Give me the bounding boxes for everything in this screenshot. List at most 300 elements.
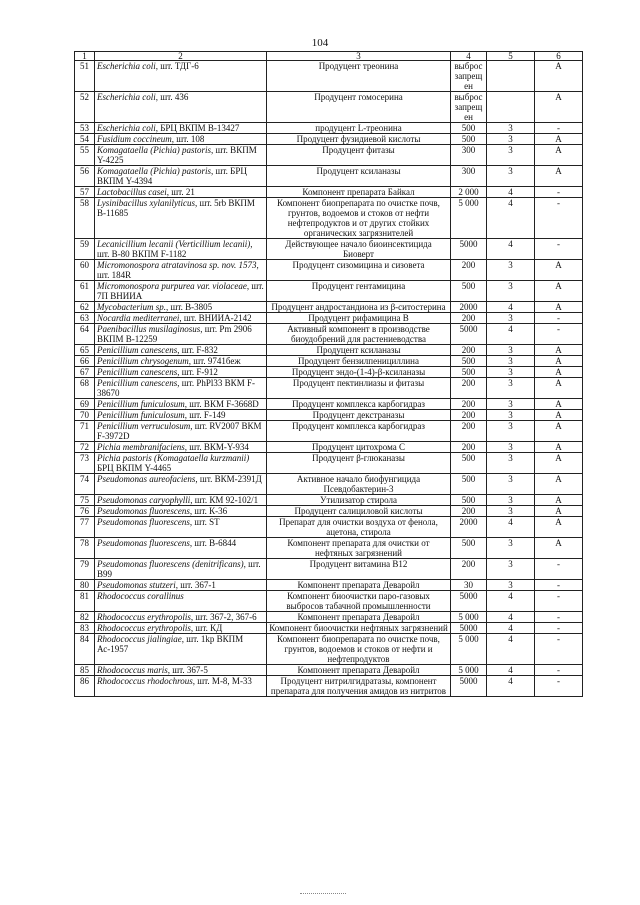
table-row (75, 302, 583, 313)
mark-cell: - (535, 634, 583, 665)
strain-name-cell (95, 495, 267, 506)
quantity-cell: 5 000 (451, 665, 487, 676)
table-row (75, 123, 583, 134)
strain-designation: , шт. RV2007 ВКМ F-3972D (97, 421, 262, 441)
row-number: 56 (75, 166, 95, 187)
table-row (75, 356, 583, 367)
strain-designation: , шт. В-3805 (165, 302, 213, 312)
row-number: 57 (75, 187, 95, 198)
strain-designation: , шт. 7П ВНИИА (97, 281, 264, 301)
category-cell: 3 (487, 495, 535, 506)
category-cell: 4 (487, 591, 535, 612)
table-row (75, 634, 583, 665)
row-number: 79 (75, 559, 95, 580)
strain-designation: , шт. ВКМ-2391Д (195, 474, 262, 484)
species-name: Komagataella (Pichia) pastoris (97, 145, 211, 155)
quantity-cell: 5 000 (451, 612, 487, 623)
species-name: Micromonospora atratavinosa sp. nov. 1573 (97, 260, 257, 270)
strain-designation: , шт. В99 (97, 559, 261, 579)
table-row (75, 166, 583, 187)
table-row (75, 145, 583, 166)
row-number: 66 (75, 356, 95, 367)
mark-cell: - (535, 187, 583, 198)
quantity-cell: 300 (451, 145, 487, 166)
species-name: Pseudomonas fluorescens (denitrificans) (97, 559, 244, 569)
application-cell: Компонент препарата Деваройл (267, 612, 451, 623)
quantity-cell: 5000 (451, 623, 487, 634)
mark-cell: А (535, 538, 583, 559)
species-name: Pseudomonas fluorescens (97, 506, 190, 516)
strain-designation: , шт. 367-5 (167, 665, 208, 675)
category-cell: 3 (487, 442, 535, 453)
species-name: Penicillium verruculosum (97, 421, 191, 431)
category-cell: 4 (487, 665, 535, 676)
table-row (75, 239, 583, 260)
col-header-5: 5 (487, 52, 535, 61)
category-cell: 3 (487, 506, 535, 517)
strain-table (74, 51, 583, 697)
col-header-4: 4 (451, 52, 487, 61)
category-cell: 3 (487, 260, 535, 281)
category-cell: 3 (487, 410, 535, 421)
mark-cell: - (535, 123, 583, 134)
category-cell: 3 (487, 378, 535, 399)
row-number: 60 (75, 260, 95, 281)
species-name: Penicillium canescens (97, 378, 178, 388)
mark-cell: - (535, 324, 583, 345)
row-number: 63 (75, 313, 95, 324)
species-name: Paenibacillus musilaginosus (97, 324, 201, 334)
application-cell: Компонент препарата Байкал (267, 187, 451, 198)
table-row (75, 134, 583, 145)
strain-designation: , шт. 184R (97, 260, 259, 280)
species-name: Fusidium coccineum (97, 134, 172, 144)
quantity-cell: 500 (451, 134, 487, 145)
category-cell: 3 (487, 538, 535, 559)
mark-cell: А (535, 410, 583, 421)
quantity-cell: 500 (451, 367, 487, 378)
strain-designation: , шт. В-80 ВКПМ F-1182 (97, 239, 253, 259)
row-number: 62 (75, 302, 95, 313)
table-row (75, 187, 583, 198)
row-number: 76 (75, 506, 95, 517)
category-cell: 3 (487, 453, 535, 474)
quantity-cell: 500 (451, 356, 487, 367)
application-cell: Продуцент комплекса карбогидраз (267, 399, 451, 410)
application-cell: Продуцент ксиланазы (267, 345, 451, 356)
species-name: Rhodococcus erythropolis (97, 612, 191, 622)
quantity-cell: 2000 (451, 302, 487, 313)
quantity-cell: 30 (451, 580, 487, 591)
strain-name-cell (95, 260, 267, 281)
mark-cell: - (535, 559, 583, 580)
species-name: Pichia membranifaciens (97, 442, 185, 452)
mark-cell: - (535, 591, 583, 612)
strain-name-cell (95, 345, 267, 356)
strain-name-cell (95, 92, 267, 123)
quantity-cell: 2000 (451, 517, 487, 538)
table-row (75, 474, 583, 495)
category-cell: 3 (487, 281, 535, 302)
strain-designation: , шт. ST (189, 517, 220, 527)
species-name: Micromonospora purpurea var. violaceae (97, 281, 247, 291)
species-name: Escherichia coli (97, 61, 156, 71)
row-number: 68 (75, 378, 95, 399)
application-cell: Продуцент комплекса карбогидраз (267, 421, 451, 442)
bottom-rule (300, 893, 346, 894)
application-cell: Продуцент эндо-(1-4)-β-ксиланазы (267, 367, 451, 378)
species-name: Pseudomonas fluorescens (97, 538, 190, 548)
mark-cell: - (535, 198, 583, 239)
table-row (75, 313, 583, 324)
quantity-cell: 200 (451, 313, 487, 324)
quantity-cell: 500 (451, 123, 487, 134)
application-cell: Продуцент рифамицина В (267, 313, 451, 324)
mark-cell: - (535, 313, 583, 324)
application-cell: Продуцент гомосерина (267, 92, 451, 123)
strain-designation: , шт. F-149 (184, 410, 226, 420)
row-number: 55 (75, 145, 95, 166)
strain-designation: , БРЦ ВКПМ В-13427 (155, 123, 240, 133)
strain-designation: , шт. 1kp ВКПМ Ас-1957 (97, 634, 244, 654)
row-number: 84 (75, 634, 95, 665)
strain-name-cell (95, 324, 267, 345)
strain-designation: , шт. 367-2, 367-6 (190, 612, 257, 622)
table-row (75, 591, 583, 612)
strain-name-cell (95, 399, 267, 410)
category-cell: 3 (487, 123, 535, 134)
row-number: 85 (75, 665, 95, 676)
quantity-cell: 200 (451, 378, 487, 399)
row-number: 59 (75, 239, 95, 260)
row-number: 81 (75, 591, 95, 612)
species-name: Penicillium chrysogenum (97, 356, 189, 366)
category-cell: 3 (487, 345, 535, 356)
mark-cell: - (535, 612, 583, 623)
category-cell: 4 (487, 324, 535, 345)
table-row (75, 559, 583, 580)
species-name: Lysinibacillus xylanilyticus (97, 198, 195, 208)
row-number: 70 (75, 410, 95, 421)
quantity-cell: 200 (451, 345, 487, 356)
application-cell: Активный компонент в производстве биоудобрений для растениеводства (267, 324, 451, 345)
category-cell: 3 (487, 399, 535, 410)
species-name: Penicillium canescens (97, 345, 178, 355)
table-row (75, 665, 583, 676)
strain-name-cell (95, 367, 267, 378)
strain-designation: , шт. 436 (155, 92, 189, 102)
quantity-cell: 200 (451, 442, 487, 453)
strain-name-cell (95, 474, 267, 495)
species-name: Escherichia coli (97, 123, 156, 133)
application-cell: Компонент биопрепарата по очистке почв, грунтов, водоемов и стоков от нефти и нефтепродуктов (267, 634, 451, 665)
species-name: Pichia pastoris (Komagataella kurzmanii) (97, 453, 250, 463)
strain-name-cell (95, 61, 267, 92)
strain-designation: , шт. 9741беж (188, 356, 241, 366)
category-cell: 4 (487, 187, 535, 198)
application-cell: Продуцент андростандиона из β-ситостерина (267, 302, 451, 313)
category-cell: 3 (487, 580, 535, 591)
application-cell: Продуцент фитазы (267, 145, 451, 166)
quantity-cell: выброс запрещ ен (451, 92, 487, 123)
table-row (75, 399, 583, 410)
species-name: Mycobacterium sp. (97, 302, 166, 312)
strain-name-cell (95, 302, 267, 313)
strain-designation: , шт. F-832 (177, 345, 218, 355)
application-cell: Продуцент пектинлиазы и фитазы (267, 378, 451, 399)
application-cell: Продуцент треонина (267, 61, 451, 92)
quantity-cell: 500 (451, 453, 487, 474)
table-row (75, 580, 583, 591)
species-name: Rhodococcus rhodochrous (97, 676, 193, 686)
row-number: 52 (75, 92, 95, 123)
category-cell: 4 (487, 239, 535, 260)
mark-cell: А (535, 421, 583, 442)
quantity-cell: 200 (451, 260, 487, 281)
strain-name-cell (95, 134, 267, 145)
row-number: 74 (75, 474, 95, 495)
strain-name-cell (95, 517, 267, 538)
strain-designation: , шт. 5rb ВКПМ В-11685 (97, 198, 255, 218)
col-header-1: 1 (75, 52, 95, 61)
strain-designation: , шт. ВКПМ Y-4225 (97, 145, 257, 165)
category-cell (487, 92, 535, 123)
application-cell: продуцент L-треонина (267, 123, 451, 134)
category-cell: 4 (487, 676, 535, 697)
table-row (75, 260, 583, 281)
category-cell: 4 (487, 623, 535, 634)
species-name: Lactobacillus casei (97, 187, 167, 197)
application-cell: Утилизатор стирола (267, 495, 451, 506)
mark-cell: - (535, 580, 583, 591)
table-row (75, 538, 583, 559)
mark-cell: А (535, 474, 583, 495)
application-cell: Продуцент гентамицина (267, 281, 451, 302)
mark-cell: А (535, 442, 583, 453)
strain-designation: , шт. КМ 92-102/1 (190, 495, 259, 505)
strain-name-cell (95, 421, 267, 442)
strain-name-cell (95, 356, 267, 367)
category-cell: 3 (487, 356, 535, 367)
quantity-cell: 200 (451, 421, 487, 442)
table-row (75, 421, 583, 442)
quantity-cell: 5000 (451, 591, 487, 612)
mark-cell: А (535, 506, 583, 517)
strain-designation: , шт. ВНИИА-2142 (179, 313, 252, 323)
row-number: 86 (75, 676, 95, 697)
table-row (75, 345, 583, 356)
mark-cell: А (535, 378, 583, 399)
strain-name-cell (95, 410, 267, 421)
row-number: 64 (75, 324, 95, 345)
species-name: Rhodococcus erythropolis (97, 623, 191, 633)
strain-name-cell (95, 313, 267, 324)
table-row (75, 676, 583, 697)
header-row (75, 52, 583, 61)
table-row (75, 198, 583, 239)
mark-cell: А (535, 166, 583, 187)
category-cell: 3 (487, 313, 535, 324)
quantity-cell: 500 (451, 538, 487, 559)
table-row (75, 61, 583, 92)
row-number: 69 (75, 399, 95, 410)
strain-name-cell (95, 665, 267, 676)
strain-name-cell (95, 123, 267, 134)
mark-cell: А (535, 302, 583, 313)
category-cell: 3 (487, 367, 535, 378)
strain-designation: , шт. Pm 2906 ВКПМ В-12259 (97, 324, 252, 344)
quantity-cell: 500 (451, 495, 487, 506)
table-row (75, 324, 583, 345)
strain-name-cell (95, 591, 267, 612)
application-cell: Продуцент фузидиевой кислоты (267, 134, 451, 145)
strain-name-cell (95, 198, 267, 239)
strain-designation: , шт. F-912 (177, 367, 218, 377)
row-number: 78 (75, 538, 95, 559)
strain-designation: , шт. ТДГ-6 (155, 61, 199, 71)
col-header-3: 3 (267, 52, 451, 61)
row-number: 73 (75, 453, 95, 474)
strain-name-cell (95, 378, 267, 399)
mark-cell: А (535, 92, 583, 123)
row-number: 75 (75, 495, 95, 506)
row-number: 67 (75, 367, 95, 378)
strain-name-cell (95, 580, 267, 591)
application-cell: Продуцент нитрилгидратазы, компонент препарата для получения амидов из нитритов (267, 676, 451, 697)
table-row (75, 367, 583, 378)
mark-cell: А (535, 345, 583, 356)
category-cell: 3 (487, 474, 535, 495)
strain-name-cell (95, 453, 267, 474)
mark-cell: - (535, 623, 583, 634)
category-cell: 3 (487, 559, 535, 580)
table-row (75, 281, 583, 302)
mark-cell: А (535, 399, 583, 410)
quantity-cell: 5 000 (451, 634, 487, 665)
quantity-cell: 500 (451, 281, 487, 302)
quantity-cell: 300 (451, 166, 487, 187)
table-row (75, 410, 583, 421)
table-row (75, 442, 583, 453)
application-cell: Продуцент салициловой кислоты (267, 506, 451, 517)
category-cell: 3 (487, 421, 535, 442)
quantity-cell: 200 (451, 410, 487, 421)
application-cell: Продуцент цитохрома С (267, 442, 451, 453)
mark-cell: А (535, 61, 583, 92)
strain-name-cell (95, 676, 267, 697)
row-number: 54 (75, 134, 95, 145)
strain-name-cell (95, 239, 267, 260)
category-cell: 3 (487, 166, 535, 187)
mark-cell: - (535, 239, 583, 260)
mark-cell: - (535, 676, 583, 697)
application-cell: Активное начало биофунгицида Псевдобактерин-3 (267, 474, 451, 495)
strain-designation: , шт. 367-1 (175, 580, 216, 590)
quantity-cell: 200 (451, 559, 487, 580)
table-row (75, 612, 583, 623)
mark-cell: А (535, 367, 583, 378)
strain-designation: , шт. 21 (166, 187, 195, 197)
species-name: Rhodococcus maris (97, 665, 168, 675)
application-cell: Продуцент ксиланазы (267, 166, 451, 187)
quantity-cell: 5000 (451, 324, 487, 345)
application-cell: Продуцент декстраназы (267, 410, 451, 421)
strain-designation: , шт. 108 (171, 134, 205, 144)
strain-designation: , шт. БРЦ ВКПМ Y-4394 (97, 166, 247, 186)
species-name: Rhodococcus corallinus (97, 591, 184, 601)
strain-designation: , шт. М-8, М-33 (192, 676, 252, 686)
strain-designation: , шт. PhPl33 ВКМ F-38670 (97, 378, 255, 398)
row-number: 72 (75, 442, 95, 453)
application-cell: Препарат для очистки воздуха от фенола, ацетона, стирола (267, 517, 451, 538)
species-name: Rhodococcus jialingiae (97, 634, 182, 644)
application-cell: Продуцент β-глюканазы (267, 453, 451, 474)
species-name: Lecanicillium lecanii (Verticillium lecanii) (97, 239, 251, 249)
table-row (75, 495, 583, 506)
category-cell (487, 61, 535, 92)
row-number: 82 (75, 612, 95, 623)
category-cell: 4 (487, 198, 535, 239)
strain-name-cell (95, 281, 267, 302)
table-row (75, 623, 583, 634)
species-name: Nocardia mediterranei (97, 313, 180, 323)
application-cell: Продуцент сизомицина и сизовета (267, 260, 451, 281)
row-number: 83 (75, 623, 95, 634)
table-row (75, 92, 583, 123)
application-cell: Компонент препарата Деваройл (267, 665, 451, 676)
strain-name-cell (95, 559, 267, 580)
application-cell: Компонент биопрепарата по очистке почв, грунтов, водоемов и стоков от нефти нефтепродуктов и от других стойких органических загрязнителей (267, 198, 451, 239)
strain-designation: , шт. ВКМ F-3668D (184, 399, 259, 409)
species-name: Penicillium funiculosum (97, 399, 185, 409)
mark-cell: А (535, 356, 583, 367)
quantity-cell: 200 (451, 506, 487, 517)
strain-name-cell (95, 187, 267, 198)
row-number: 77 (75, 517, 95, 538)
quantity-cell: 5000 (451, 239, 487, 260)
row-number: 61 (75, 281, 95, 302)
mark-cell: А (535, 281, 583, 302)
table-row (75, 506, 583, 517)
row-number: 80 (75, 580, 95, 591)
strain-name-cell (95, 612, 267, 623)
col-header-2: 2 (95, 52, 267, 61)
category-cell: 4 (487, 612, 535, 623)
table-body (75, 61, 583, 697)
mark-cell: А (535, 517, 583, 538)
row-number: 65 (75, 345, 95, 356)
species-name: Penicillium canescens (97, 367, 178, 377)
quantity-cell: 200 (451, 399, 487, 410)
row-number: 51 (75, 61, 95, 92)
application-cell: Компонент препарата Деваройл (267, 580, 451, 591)
table-row (75, 453, 583, 474)
strain-name-cell (95, 623, 267, 634)
application-cell: Компонент препарата для очистки от нефтяных загрязнений (267, 538, 451, 559)
table-row (75, 517, 583, 538)
application-cell: Компонент биоочистки паро-газовых выбросов табачной промышленности (267, 591, 451, 612)
row-number: 71 (75, 421, 95, 442)
application-cell: Продуцент витамина В12 (267, 559, 451, 580)
category-cell: 4 (487, 634, 535, 665)
mark-cell: А (535, 145, 583, 166)
quantity-cell: 2 000 (451, 187, 487, 198)
strain-designation: , шт. К-36 (189, 506, 228, 516)
row-number: 58 (75, 198, 95, 239)
species-name: Pseudomonas aureofaciens (97, 474, 196, 484)
species-name: Penicillium funiculosum (97, 410, 185, 420)
row-number: 53 (75, 123, 95, 134)
